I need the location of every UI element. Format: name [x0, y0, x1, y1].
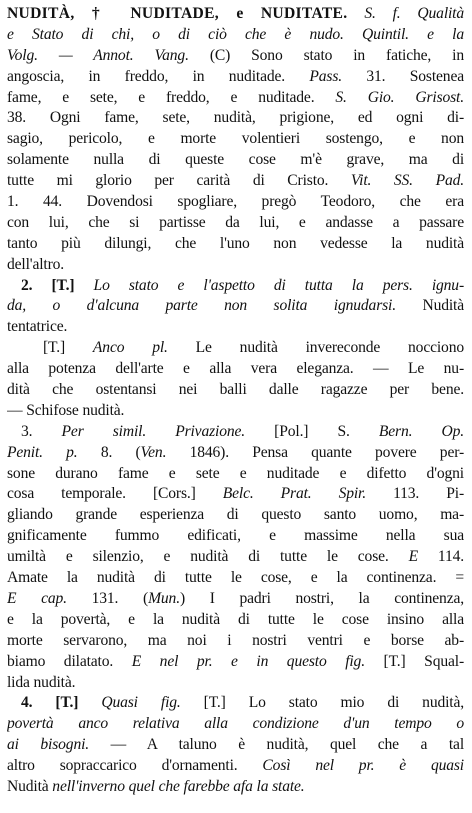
entry-line: [7, 359, 464, 380]
entry-text: 31. Sostenea: [341, 67, 464, 85]
headword: NUDITÀ, † NUDITADE, e NUDITATE.: [7, 5, 348, 22]
entry-line: [7, 693, 464, 714]
entry-line: [7, 443, 464, 464]
entry-line: [7, 213, 464, 234]
entry-line: [7, 547, 464, 568]
entry-text: con lui, che si partisse da lui, e andasse a passare: [7, 213, 464, 231]
entry-line: [7, 735, 464, 756]
entry-line: [7, 484, 464, 505]
entry-text: 1846). Pensa quante povere per-: [166, 443, 464, 461]
entry-text: lida nudità.: [7, 673, 76, 691]
italic-text: da, o d'alcuna parte non solita ignudarsi.: [7, 297, 423, 315]
italic-text: e Stato di chi, o di ciò che è nudo. Quintil. e la: [7, 25, 464, 43]
entry-line: [7, 505, 464, 526]
entry-text: (C) Sono stato in fatiche, in: [209, 46, 464, 64]
entry-line: [7, 67, 464, 88]
entry-text: tentatrice.: [7, 318, 68, 336]
italic-text: povertà anco relativa alla condizione d'un tempo o: [7, 715, 464, 733]
entry-line: [7, 568, 464, 589]
entry-text: gliando grande esperienza di questo santo uomo, ma-: [7, 506, 464, 524]
italic-text: Anco pl.: [92, 339, 168, 357]
italic-text: S. Gio. Grisost.: [335, 88, 464, 106]
entry-text: [Pol.] S.: [245, 422, 379, 440]
entry-line: [7, 756, 464, 777]
entry-text: sagio, pericolo, e morte volentieri sostengo, e non: [7, 130, 464, 148]
entry-line: [7, 88, 464, 109]
entry-line: [7, 652, 464, 673]
entry-line: [7, 422, 464, 443]
entry-text: solamente nulla di queste cose m'è grave, ma di: [7, 151, 464, 169]
entry-text: tanto più dilungi, che l'uno non vedesse la nudità: [7, 234, 464, 252]
entry-text: Nudità: [422, 297, 464, 315]
entry-line: [7, 4, 464, 25]
italic-text: Quasi fig.: [101, 694, 181, 712]
entry-text: 4. [T.]: [21, 694, 102, 712]
italic-text: Vit. SS. Pad.: [350, 172, 464, 190]
entry-text: angoscia, in freddo, in nuditade.: [7, 67, 310, 85]
entry-text: 38. Ogni fame, sete, nudità, prigione, ed ogni di-: [7, 109, 464, 127]
entry-text: tutte mi glorio per carità di Cristo.: [7, 172, 351, 190]
italic-text: Penit. p.: [7, 443, 78, 461]
entry-text: Amate la nudità di tutte le cose, e la continenza. =: [7, 569, 464, 587]
entry-line: [7, 589, 464, 610]
entry-line: [7, 296, 464, 317]
italic-text: ai bisogni.: [7, 736, 90, 754]
entry-text: 8. (: [77, 443, 141, 461]
entry-text: [T.] Squal-: [364, 652, 464, 670]
entry-text: gnificamente fummo edificati, e massime nella sua: [7, 527, 464, 545]
entry-text: sone durano fame e sete e nuditade e difetto d'ogni: [7, 464, 464, 482]
entry-text: e la povertà, e la nudità di tutte le cose insino alla: [7, 610, 464, 628]
entry-line: [7, 25, 464, 46]
entry-line: [7, 610, 464, 631]
entry-text: 1. 44. Dovendosi spogliare, pregò Teodoro, che era: [7, 193, 464, 211]
italic-text: Pass.: [309, 67, 342, 85]
entry-line: [7, 150, 464, 171]
italic-text: Belc. Prat. Spir.: [222, 485, 366, 503]
italic-text: Lo stato e l'aspetto di tutta la pers. ignu-: [93, 276, 464, 294]
entry-text: morte servarono, ma noi i nostri ventri e borse ab-: [7, 631, 464, 649]
entry-line: [7, 129, 464, 150]
entry-text: — A taluno è nudità, quel che a tal: [89, 736, 464, 754]
entry-line: [7, 526, 464, 547]
italic-text: Volg. — Annot. Vang.: [7, 46, 210, 64]
entry-line: [7, 234, 464, 255]
entry-line: [7, 192, 464, 213]
entry-text: 3.: [21, 422, 62, 440]
entry-text: 131. (: [66, 589, 149, 607]
entry-line: [7, 338, 464, 359]
entry-line: [7, 380, 464, 401]
entry-text: 113. Pi-: [366, 485, 464, 503]
entry-text: — Schifose nudità.: [7, 401, 125, 419]
entry-line: [7, 464, 464, 485]
entry-text: cosa temporale. [Cors.]: [7, 485, 223, 503]
entry-line: [7, 171, 464, 192]
entry-text: umiltà e silenzio, e nudità di tutte le cose.: [7, 548, 409, 566]
entry-text: fame, e sete, e freddo, e nuditade.: [7, 88, 336, 106]
italic-text: Ven.: [140, 443, 167, 461]
italic-text: nell'inverno quel che farebbe afa la state.: [52, 777, 305, 795]
entry-text: Nudità: [7, 777, 53, 795]
entry-line: [7, 777, 464, 798]
italic-text: Bern. Op.: [378, 422, 464, 440]
entry-line: [7, 276, 464, 297]
entry-line: [7, 317, 464, 338]
entry-text: [T.]: [43, 339, 93, 357]
entry-text: 2. [T.]: [21, 276, 94, 294]
italic-text: E: [408, 548, 418, 566]
entry-text: ) I padri nostri, la continenza,: [179, 589, 464, 607]
entry-text: Le nudità invereconde nocciono: [167, 339, 464, 357]
italic-text: Per simil. Privazione.: [61, 422, 246, 440]
entry-line: [7, 631, 464, 652]
entry-line: [7, 714, 464, 735]
entry-text: dità che ostentansi nei balli dalle ragazze per bene.: [7, 381, 464, 399]
italic-text: E cap.: [7, 589, 67, 607]
entry-line: [7, 401, 464, 422]
entry-text: altro sopraccarico d'ornamenti.: [7, 757, 263, 775]
entry-line: [7, 255, 464, 276]
entry-text: [T.] Lo stato mio di nudità,: [180, 694, 464, 712]
entry-text: alla potenza dell'arte e alla vera eleganza. — Le nu-: [7, 360, 464, 378]
entry-line: [7, 108, 464, 129]
entry-text: biamo dilatato.: [7, 652, 132, 670]
entry-line: [7, 673, 464, 694]
dictionary-entry-nudita: [7, 4, 464, 798]
italic-text: E nel pr. e in questo fig.: [131, 652, 365, 670]
italic-text: Mun.: [148, 589, 180, 607]
entry-text: dell'altro.: [7, 255, 65, 273]
entry-text: 114.: [417, 548, 464, 566]
italic-text: Così nel pr. è quasi: [262, 757, 464, 775]
italic-text: S. f. Qualità: [347, 5, 464, 22]
entry-line: [7, 46, 464, 67]
